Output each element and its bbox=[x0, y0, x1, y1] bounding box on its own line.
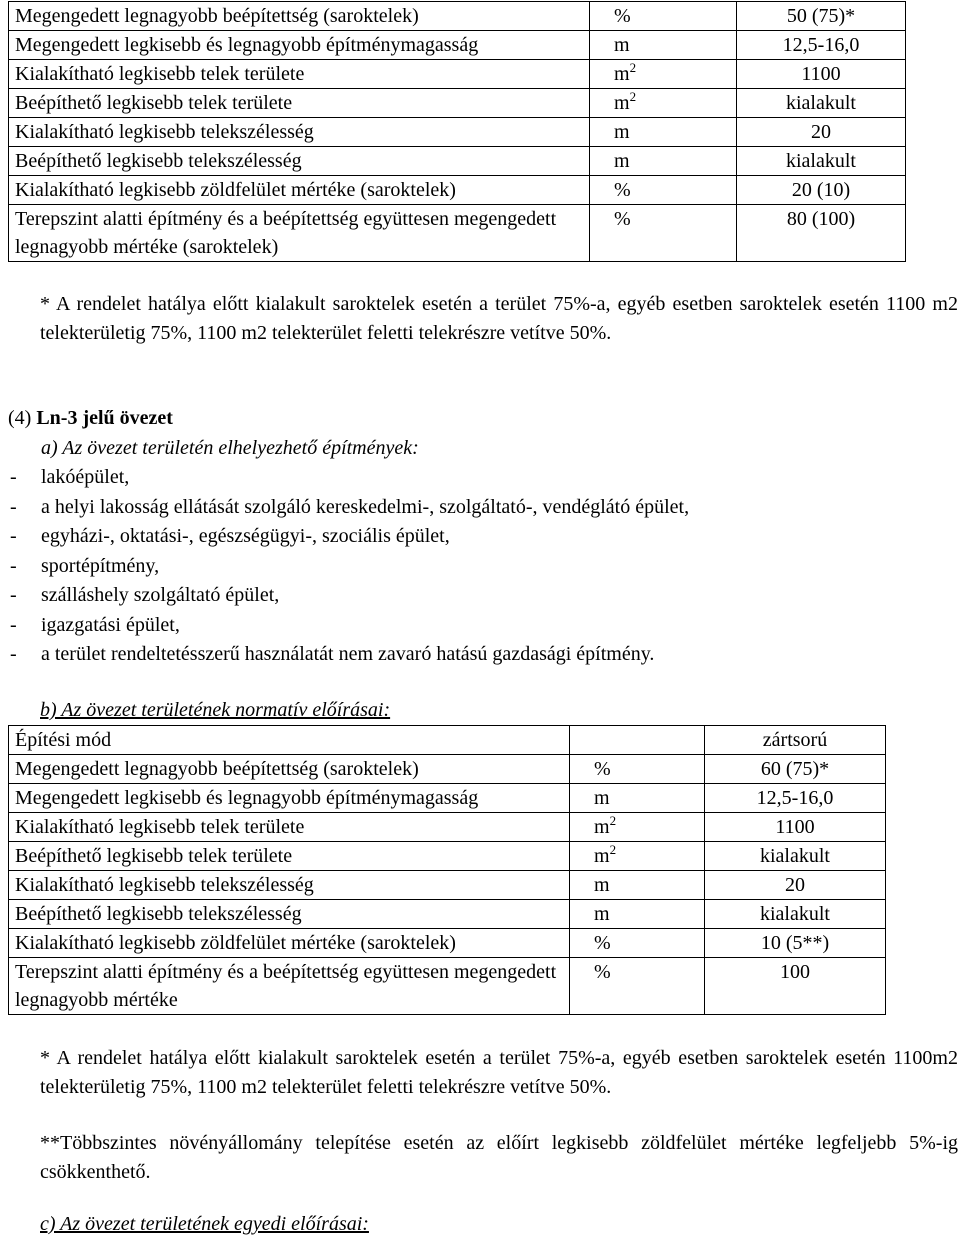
row-unit bbox=[570, 726, 705, 755]
row-label: Megengedett legkisebb és legnagyobb építménymagasság bbox=[9, 31, 590, 60]
row-label: Beépíthető legkisebb telekszélesség bbox=[9, 900, 570, 929]
unit-superscript: 2 bbox=[609, 813, 617, 828]
row-unit bbox=[590, 147, 737, 176]
list-item: - lakóépület, bbox=[8, 463, 948, 493]
row-label: Kialakítható legkisebb telek területe bbox=[9, 60, 590, 89]
table-row bbox=[9, 176, 906, 205]
row-value: 1100 bbox=[705, 813, 886, 842]
unit-text: m bbox=[614, 92, 630, 114]
row-label: Kialakítható legkisebb telek területe bbox=[9, 813, 570, 842]
unit-text: m bbox=[594, 787, 610, 809]
norms-table-2 bbox=[8, 725, 886, 1015]
row-label: Beépíthető legkisebb telek területe bbox=[9, 89, 590, 118]
unit-text: m bbox=[594, 903, 610, 925]
table-row bbox=[9, 958, 886, 1015]
row-label: Terepszint alatti építmény és a beépítettség együttesen megengedett legnagyobb mértéke (saroktelek) bbox=[9, 205, 590, 262]
table-row bbox=[9, 89, 906, 118]
unit-text: % bbox=[614, 208, 631, 230]
row-unit bbox=[590, 89, 737, 118]
unit-text: % bbox=[614, 179, 631, 201]
footnote-3: **Többszintes növényállomány telepítése esetén az előírt legkisebb zöldfelület mértéke legfeljebb 5%-ig csökkenthető. bbox=[40, 1132, 958, 1183]
row-value: 50 (75)* bbox=[737, 2, 906, 31]
table-row bbox=[9, 929, 886, 958]
row-value: 20 (10) bbox=[737, 176, 906, 205]
row-label: Megengedett legkisebb és legnagyobb építménymagasság bbox=[9, 784, 570, 813]
table-row bbox=[9, 147, 906, 176]
row-unit bbox=[590, 60, 737, 89]
row-label: Kialakítható legkisebb zöldfelület mértéke (saroktelek) bbox=[9, 929, 570, 958]
row-unit bbox=[570, 813, 705, 842]
unit-text: m bbox=[594, 816, 610, 838]
table-row bbox=[9, 784, 886, 813]
row-unit bbox=[570, 871, 705, 900]
table-row bbox=[9, 205, 906, 262]
row-value: 80 (100) bbox=[737, 205, 906, 262]
row-unit bbox=[570, 842, 705, 871]
row-value: 12,5-16,0 bbox=[705, 784, 886, 813]
list-item: - szálláshely szolgáltató épület, bbox=[8, 581, 948, 611]
row-label: Kialakítható legkisebb zöldfelület mértéke (saroktelek) bbox=[9, 176, 590, 205]
row-unit bbox=[570, 929, 705, 958]
row-label: Építési mód bbox=[9, 726, 570, 755]
unit-superscript: 2 bbox=[629, 89, 637, 104]
table-row bbox=[9, 60, 906, 89]
row-unit bbox=[570, 900, 705, 929]
subsection-a-title: a) Az övezet területén elhelyezhető építmények: bbox=[41, 436, 419, 459]
subsection-b-title: b) Az övezet területének normatív előírásai: bbox=[40, 699, 391, 721]
row-label: Megengedett legnagyobb beépítettség (saroktelek) bbox=[9, 2, 590, 31]
row-label: Kialakítható legkisebb telekszélesség bbox=[9, 871, 570, 900]
list-item: - igazgatási épület, bbox=[8, 611, 948, 641]
row-label: Beépíthető legkisebb telek területe bbox=[9, 842, 570, 871]
list-item: - a helyi lakosság ellátását szolgáló kereskedelmi-, szolgáltató-, vendéglátó épület, bbox=[8, 493, 948, 523]
row-value: 100 bbox=[705, 958, 886, 1015]
row-value: 1100 bbox=[737, 60, 906, 89]
row-label: Beépíthető legkisebb telekszélesség bbox=[9, 147, 590, 176]
row-value: zártsorú bbox=[705, 726, 886, 755]
row-value: 12,5-16,0 bbox=[737, 31, 906, 60]
list-item: - sportépítmény, bbox=[8, 552, 948, 582]
row-value: 10 (5**) bbox=[705, 929, 886, 958]
table-row bbox=[9, 813, 886, 842]
row-unit bbox=[590, 176, 737, 205]
unit-text: % bbox=[594, 961, 611, 983]
row-value: kialakult bbox=[737, 147, 906, 176]
table-row bbox=[9, 755, 886, 784]
list-item: - egyházi-, oktatási-, egészségügyi-, szociális épület, bbox=[8, 522, 948, 552]
footnote-2: * A rendelet hatálya előtt kialakult saroktelek esetén a terület 75%-a, egyéb esetben saroktelek esetén 1100m2 telekterületig 75%, 1100 m2 telekterület feletti telekrészre vetítve 50%. bbox=[40, 1047, 958, 1098]
table-row bbox=[9, 31, 906, 60]
row-value: kialakult bbox=[705, 900, 886, 929]
section-number: (4) bbox=[8, 407, 37, 429]
row-value: 20 bbox=[705, 871, 886, 900]
row-unit bbox=[570, 755, 705, 784]
unit-text: m bbox=[614, 63, 630, 85]
section-heading bbox=[8, 404, 948, 434]
unit-text: m bbox=[594, 874, 610, 896]
row-unit bbox=[570, 784, 705, 813]
permitted-buildings-list bbox=[8, 463, 948, 670]
unit-text: % bbox=[594, 758, 611, 780]
row-value: 20 bbox=[737, 118, 906, 147]
unit-text: m bbox=[614, 34, 630, 56]
table-row bbox=[9, 900, 886, 929]
row-label: Terepszint alatti építmény és a beépítettség együttesen megengedett legnagyobb mértéke bbox=[9, 958, 570, 1015]
table-row bbox=[9, 871, 886, 900]
unit-superscript: 2 bbox=[629, 60, 637, 75]
table-row bbox=[9, 842, 886, 871]
unit-text: % bbox=[614, 5, 631, 27]
row-label: Kialakítható legkisebb telekszélesség bbox=[9, 118, 590, 147]
section-title: Ln-3 jelű övezet bbox=[36, 407, 173, 429]
footnote-1: * A rendelet hatálya előtt kialakult saroktelek esetén a terület 75%-a, egyéb esetben saroktelek esetén 1100 m2 telekterületig 75%, 1100 m2 telekterület feletti telekrészre vetítve 50%. bbox=[40, 293, 958, 344]
norms-table-1 bbox=[8, 1, 906, 262]
table-row bbox=[9, 726, 886, 755]
subsection-c-title: c) Az övezet területének egyedi előírásai: bbox=[40, 1213, 369, 1235]
unit-text: m bbox=[614, 150, 630, 172]
row-unit bbox=[590, 205, 737, 262]
unit-superscript: 2 bbox=[609, 842, 617, 857]
row-unit bbox=[570, 958, 705, 1015]
unit-text: m bbox=[614, 121, 630, 143]
row-unit bbox=[590, 31, 737, 60]
unit-text: m bbox=[594, 845, 610, 867]
section-4 bbox=[8, 404, 948, 670]
row-unit bbox=[590, 118, 737, 147]
row-label: Megengedett legnagyobb beépítettség (saroktelek) bbox=[9, 755, 570, 784]
row-value: 60 (75)* bbox=[705, 755, 886, 784]
table-row bbox=[9, 118, 906, 147]
row-value: kialakult bbox=[705, 842, 886, 871]
unit-text: % bbox=[594, 932, 611, 954]
row-unit bbox=[590, 2, 737, 31]
table-row bbox=[9, 2, 906, 31]
list-item: - a terület rendeltetésszerű használatát nem zavaró hatású gazdasági építmény. bbox=[8, 640, 948, 670]
row-value: kialakult bbox=[737, 89, 906, 118]
